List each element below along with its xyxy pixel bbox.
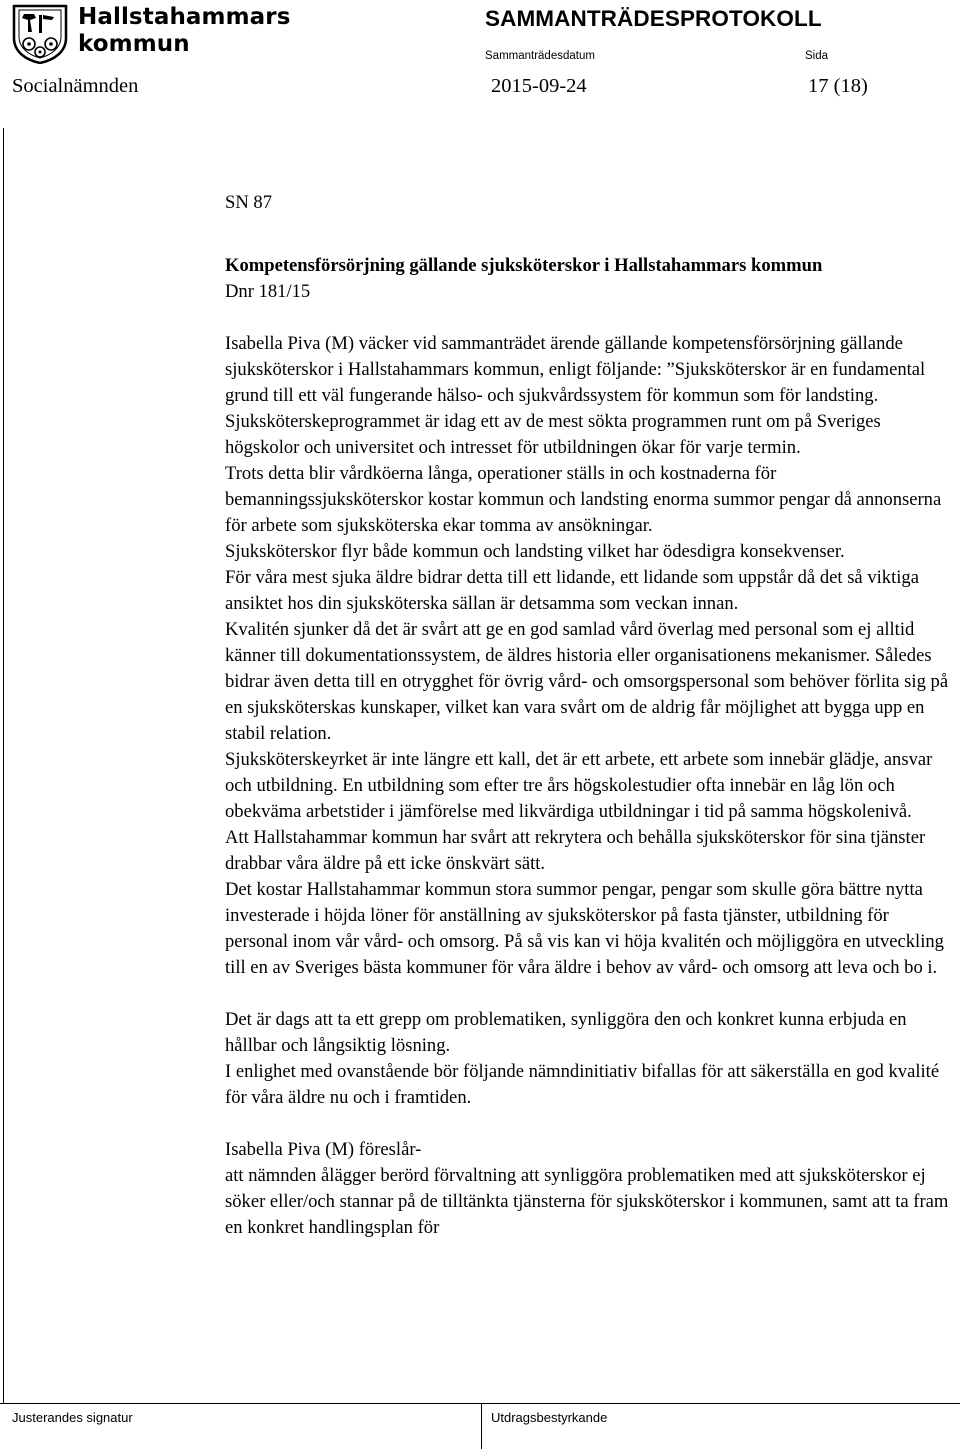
extract-verification-label: Utdragsbestyrkande [491,1410,608,1425]
paragraph: För våra mest sjuka äldre bidrar detta till ett lidande, ett lidande som uppstår då det så viktiga ansiktet hos din sjuksköterska sällan är detsamma som veckan innan. [225,567,919,614]
date-label: Sammanträdesdatum [485,50,595,62]
footer-divider [481,1403,482,1449]
paragraph: Sjuksköterskeyrket är inte längre ett kall, det är ett arbete, ett arbete som innebär glädje, ansvar och utbildning. En utbildning som efter tre års högskolestudier ofta innebär en låg lön och obekväma arbetstider i jämförelse med likvärdiga utbildningar i tid på samma högskolenivå. [225,749,933,822]
organization-name [78,4,291,58]
section-title: Kompetensförsörjning gällande sjuksköterskor i Hallstahammars kommun [225,255,823,276]
section-content [225,190,953,1241]
paragraph: I enlighet med ovanstående bör följande nämndinitiativ bifallas för att säkerställa en god kvalité för våra äldre nu och i framtiden. [225,1061,940,1108]
meeting-date: 2015-09-24 [491,75,587,97]
document-type-heading: SAMMANTRÄDESPROTOKOLL [485,6,822,31]
page-number: 17 (18) [808,75,868,97]
committee-name: Socialnämnden [12,75,139,97]
signature-label: Justerandes signatur [12,1410,133,1425]
organization-name-line1: Hallstahammars [78,4,291,30]
motion-text [225,331,953,981]
paragraph: Isabella Piva (M) väcker vid sammanträdet ärende gällande kompetensförsörjning gällande sjuksköterskor i Hallstahammars kommun, enligt följande: ”Sjuksköterskor är en fundamental grund till ett väl fungerande hälso- och sjukvårdssystem för kommun som för landsting. [225,333,926,406]
section-number: SN 87 [225,192,273,213]
paragraph: Sjuksköterskeprogrammet är idag ett av de mest sökta programmen runt om på Sveriges högskolor och universitet och intresset för utbildningen ökar för varje termin. [225,411,881,458]
proposal-text: att nämnden ålägger berörd förvaltning att synliggöra problematiken med att sjuksköterskor ej söker eller/och stannar på de tilltänkta tjänsterna för sjuksköterskor i kommunen, samt att ta fram en konkret handlingsplan för [225,1165,949,1238]
paragraph: Det kostar Hallstahammar kommun stora summor pengar, pengar som skulle göra bättre nytta investerade i höjda löner för anställning av sjuksköterskor på fasta tjänster, utbildning för personal inom vår vård- och omsorg. På så vis kan vi höja kvalitén och möjliggöra en utveckling till en av Sveriges bästa kommuner för våra äldre i behov av vård- och omsorg att leva och bo i. [225,879,944,978]
dnr-reference: Dnr 181/15 [225,281,311,302]
organization-name-line2: kommun [78,31,190,57]
paragraph: Kvalitén sjunker då det är svårt att ge en god samlad vård överlag med personal som ej alltid känner till dokumentationssystem, de äldres historia eller organisationens mekanismer. Således bidrar även detta till en otrygghet för övrig vård- och omsorgspersonal som behöver förlita sig på en sjuksköterskas kunskaper, vilket kan vara svårt om de aldrig får möjlighet att bygga upp en stabil relation. [225,619,949,744]
paragraph: Trots detta blir vårdköerna långa, operationer ställs in och kostnaderna för bemanningssjuksköterskor kostar kommun och landsting enorma summor pengar då annonserna för arbete som sjuksköterska ekar tomma av ansökningar. [225,463,942,536]
page-label: Sida [805,50,829,62]
conclusion-text [225,1007,953,1111]
municipal-coat-of-arms-logo [10,4,70,64]
proposal-block [225,1137,953,1241]
footer-rule [0,1403,960,1404]
proposal-intro: Isabella Piva (M) föreslår- [225,1139,422,1160]
paragraph: Sjuksköterskor flyr både kommun och landsting vilket har ödesdigra konsekvenser. [225,541,845,562]
paragraph: Det är dags att ta ett grepp om problematiken, synliggöra den och konkret kunna erbjuda en hållbar och långsiktig lösning. [225,1009,907,1056]
left-margin-rule [3,128,4,1403]
paragraph: Att Hallstahammar kommun har svårt att rekrytera och behålla sjuksköterskor för sina tjänster drabbar våra äldre på ett icke önskvärt sätt. [225,827,926,874]
